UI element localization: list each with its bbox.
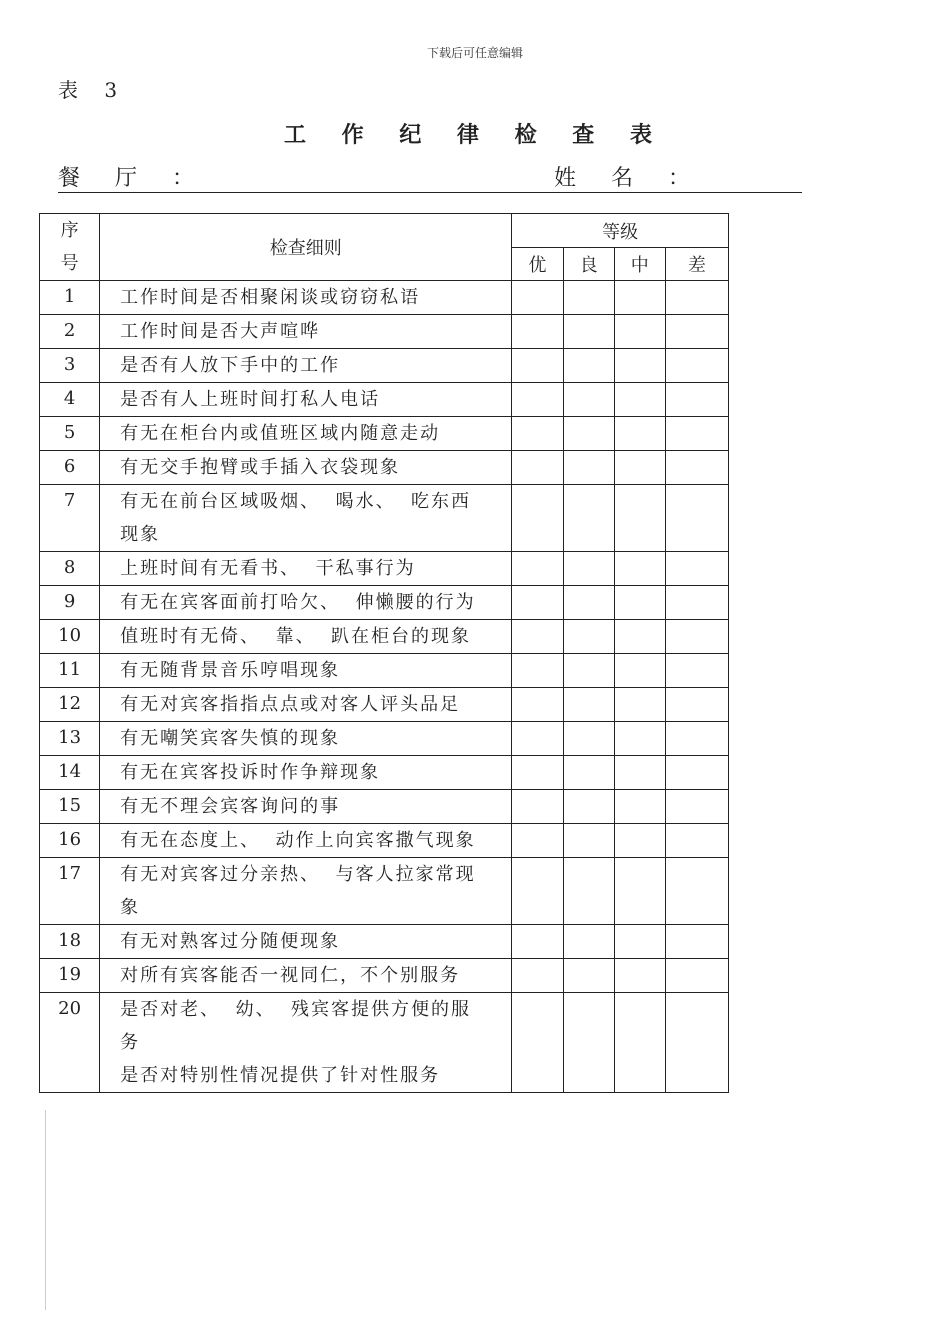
row-number: 17: [40, 858, 100, 925]
grade-cell-good[interactable]: [563, 349, 614, 383]
grade-cell-good[interactable]: [563, 451, 614, 485]
check-item: 有无嘲笑宾客失慎的现象: [100, 722, 512, 756]
grade-cell-excellent[interactable]: [512, 485, 563, 552]
table-row: [40, 451, 729, 485]
grade-cell-good[interactable]: [563, 552, 614, 586]
grade-cell-average[interactable]: [614, 485, 665, 552]
seq-header-line2: 号: [60, 253, 79, 274]
row-number: 7: [40, 485, 100, 552]
seq-header: [40, 214, 100, 281]
row-number: 5: [40, 417, 100, 451]
grade-cell-excellent[interactable]: [512, 925, 563, 959]
grade-cell-excellent[interactable]: [512, 315, 563, 349]
check-item: 有无在态度上、 动作上向宾客撒气现象: [100, 824, 512, 858]
grade-cell-poor[interactable]: [665, 688, 728, 722]
grade-cell-average[interactable]: [614, 790, 665, 824]
table-row: [40, 688, 729, 722]
grade-cell-good[interactable]: [563, 586, 614, 620]
download-note: 下载后可任意编辑: [426, 46, 523, 60]
table-row: [40, 417, 729, 451]
grade-cell-excellent[interactable]: [512, 620, 563, 654]
check-item: 是否对老、 幼、 残宾客提供方便的服 务 是否对特别性情况提供了针对性服务: [100, 993, 512, 1093]
grade-cell-poor[interactable]: [665, 281, 728, 315]
row-number: 13: [40, 722, 100, 756]
grade-cell-poor[interactable]: [665, 858, 728, 925]
grade-cell-poor[interactable]: [665, 552, 728, 586]
grade-cell-good[interactable]: [563, 993, 614, 1093]
check-item: 有无在宾客投诉时作争辩现象: [100, 756, 512, 790]
grade-cell-poor[interactable]: [665, 417, 728, 451]
grade-cell-good[interactable]: [563, 959, 614, 993]
row-number: 6: [40, 451, 100, 485]
row-number: 11: [40, 654, 100, 688]
grade-cell-poor[interactable]: [665, 654, 728, 688]
page-title: 工 作 纪 律 检 查 表: [284, 122, 666, 148]
table-row: [40, 756, 729, 790]
grade-cell-good[interactable]: [563, 315, 614, 349]
grade-excellent-header: 优: [512, 248, 563, 281]
row-number: 18: [40, 925, 100, 959]
check-item: 值班时有无倚、 靠、 趴在柜台的现象: [100, 620, 512, 654]
grade-cell-average[interactable]: [614, 281, 665, 315]
grade-cell-average[interactable]: [614, 858, 665, 925]
grade-cell-excellent[interactable]: [512, 451, 563, 485]
grade-cell-excellent[interactable]: [512, 790, 563, 824]
grade-cell-poor[interactable]: [665, 451, 728, 485]
grade-cell-good[interactable]: [563, 620, 614, 654]
grade-cell-good[interactable]: [563, 790, 614, 824]
grade-cell-average[interactable]: [614, 349, 665, 383]
row-number: 14: [40, 756, 100, 790]
check-item: 是否有人放下手中的工作: [100, 349, 512, 383]
table-label: 表 3: [58, 78, 128, 102]
row-number: 19: [40, 959, 100, 993]
grade-cell-poor[interactable]: [665, 586, 728, 620]
table-row: [40, 349, 729, 383]
grade-cell-good[interactable]: [563, 654, 614, 688]
check-item: 有无对宾客过分亲热、 与客人拉家常现 象: [100, 858, 512, 925]
row-number: 3: [40, 349, 100, 383]
grade-header: 等级: [512, 214, 729, 248]
restaurant-field-label: 餐 厅 ：: [58, 166, 208, 191]
row-number: 9: [40, 586, 100, 620]
grade-cell-poor[interactable]: [665, 959, 728, 993]
grade-cell-poor[interactable]: [665, 315, 728, 349]
grade-cell-poor[interactable]: [665, 790, 728, 824]
grade-cell-excellent[interactable]: [512, 993, 563, 1093]
grade-cell-average[interactable]: [614, 315, 665, 349]
grade-cell-excellent[interactable]: [512, 654, 563, 688]
grade-cell-excellent[interactable]: [512, 383, 563, 417]
margin-line: [45, 1110, 46, 1310]
check-item: 对所有宾客能否一视同仁，不个别服务: [100, 959, 512, 993]
grade-cell-average[interactable]: [614, 925, 665, 959]
grade-average-header: 中: [614, 248, 665, 281]
grade-cell-good[interactable]: [563, 688, 614, 722]
grade-cell-average[interactable]: [614, 383, 665, 417]
check-item: 有无在前台区域吸烟、 喝水、 吃东西 现象: [100, 485, 512, 552]
grade-cell-excellent[interactable]: [512, 858, 563, 925]
grade-cell-poor[interactable]: [665, 993, 728, 1093]
grade-cell-average[interactable]: [614, 688, 665, 722]
grade-cell-excellent[interactable]: [512, 552, 563, 586]
table-row: [40, 824, 729, 858]
grade-cell-excellent[interactable]: [512, 756, 563, 790]
table-row: [40, 959, 729, 993]
table-row: [40, 586, 729, 620]
check-item: 是否有人上班时间打私人电话: [100, 383, 512, 417]
check-item: 有无在宾客面前打哈欠、 伸懒腰的行为: [100, 586, 512, 620]
grade-cell-excellent[interactable]: [512, 824, 563, 858]
name-field-label: 姓 名 ：: [554, 166, 704, 191]
row-number: 1: [40, 281, 100, 315]
grade-cell-good[interactable]: [563, 824, 614, 858]
table-row: [40, 485, 729, 552]
grade-cell-average[interactable]: [614, 417, 665, 451]
grade-cell-average[interactable]: [614, 586, 665, 620]
grade-cell-poor[interactable]: [665, 383, 728, 417]
grade-cell-good[interactable]: [563, 858, 614, 925]
row-number: 2: [40, 315, 100, 349]
check-item: 有无在柜台内或值班区域内随意走动: [100, 417, 512, 451]
check-item: 工作时间是否相聚闲谈或窃窃私语: [100, 281, 512, 315]
grade-cell-excellent[interactable]: [512, 722, 563, 756]
table-row: [40, 925, 729, 959]
grade-cell-average[interactable]: [614, 993, 665, 1093]
row-number: 20: [40, 993, 100, 1093]
check-item: 有无对熟客过分随便现象: [100, 925, 512, 959]
grade-cell-excellent[interactable]: [512, 688, 563, 722]
grade-cell-good[interactable]: [563, 756, 614, 790]
table-row: [40, 858, 729, 925]
grade-cell-poor[interactable]: [665, 620, 728, 654]
grade-poor-header: 差: [665, 248, 728, 281]
table-row: [40, 654, 729, 688]
row-number: 4: [40, 383, 100, 417]
grade-cell-excellent[interactable]: [512, 417, 563, 451]
header-fields: [58, 166, 802, 193]
check-item: 有无交手抱臂或手插入衣袋现象: [100, 451, 512, 485]
grade-cell-good[interactable]: [563, 925, 614, 959]
grade-cell-average[interactable]: [614, 552, 665, 586]
table-row: [40, 620, 729, 654]
grade-cell-poor[interactable]: [665, 756, 728, 790]
grade-cell-average[interactable]: [614, 451, 665, 485]
grade-cell-poor[interactable]: [665, 485, 728, 552]
seq-header-line1: 序: [60, 220, 79, 241]
check-item: 有无不理会宾客询问的事: [100, 790, 512, 824]
grade-cell-good[interactable]: [563, 722, 614, 756]
check-item: 有无随背景音乐哼唱现象: [100, 654, 512, 688]
table-row: [40, 315, 729, 349]
grade-cell-good[interactable]: [563, 383, 614, 417]
grade-cell-poor[interactable]: [665, 349, 728, 383]
grade-cell-average[interactable]: [614, 620, 665, 654]
grade-cell-good[interactable]: [563, 281, 614, 315]
grade-cell-excellent[interactable]: [512, 349, 563, 383]
grade-cell-good[interactable]: [563, 417, 614, 451]
grade-cell-average[interactable]: [614, 654, 665, 688]
grade-cell-average[interactable]: [614, 756, 665, 790]
grade-cell-poor[interactable]: [665, 722, 728, 756]
row-number: 15: [40, 790, 100, 824]
grade-cell-average[interactable]: [614, 959, 665, 993]
grade-cell-poor[interactable]: [665, 824, 728, 858]
check-item: 有无对宾客指指点点或对客人评头品足: [100, 688, 512, 722]
grade-cell-average[interactable]: [614, 722, 665, 756]
grade-cell-excellent[interactable]: [512, 959, 563, 993]
row-number: 12: [40, 688, 100, 722]
grade-cell-average[interactable]: [614, 824, 665, 858]
table-row: [40, 790, 729, 824]
item-header: 检查细则: [100, 214, 512, 281]
grade-good-header: 良: [563, 248, 614, 281]
table-row: [40, 281, 729, 315]
check-item: 上班时间有无看书、 干私事行为: [100, 552, 512, 586]
table-row: [40, 722, 729, 756]
grade-cell-excellent[interactable]: [512, 281, 563, 315]
check-item: 工作时间是否大声喧哗: [100, 315, 512, 349]
inspection-table: [39, 213, 729, 1093]
table-row: [40, 552, 729, 586]
grade-cell-poor[interactable]: [665, 925, 728, 959]
grade-cell-excellent[interactable]: [512, 586, 563, 620]
row-number: 8: [40, 552, 100, 586]
table-row: [40, 383, 729, 417]
table-row: [40, 993, 729, 1093]
row-number: 10: [40, 620, 100, 654]
row-number: 16: [40, 824, 100, 858]
grade-cell-good[interactable]: [563, 485, 614, 552]
